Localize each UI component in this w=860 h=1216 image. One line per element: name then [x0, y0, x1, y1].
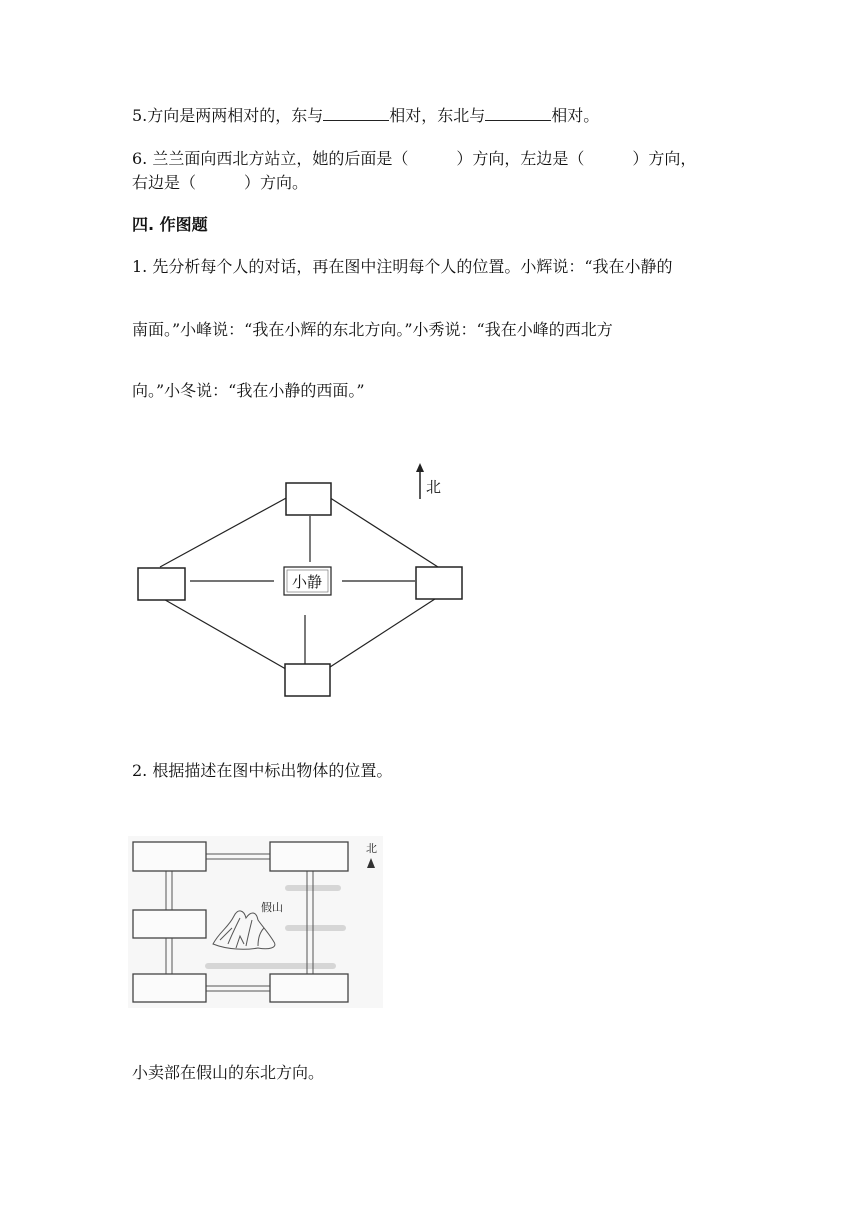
drawing-question-2: 2. 根据描述在图中标出物体的位置。	[132, 761, 393, 780]
north-arrow-icon	[416, 463, 424, 499]
edge-south-west	[160, 597, 305, 680]
map-box-bottom-left[interactable]	[133, 974, 206, 1002]
question-6-line-2: 右边是（ ）方向。	[132, 173, 309, 192]
question-5	[132, 105, 599, 127]
map-north-label: 北	[366, 842, 377, 855]
box-north[interactable]	[286, 483, 331, 515]
center-label: 小静	[291, 573, 323, 591]
map-box-bottom-right[interactable]	[270, 974, 348, 1002]
drawing-question-1-line-1: 1. 先分析每个人的对话，再在图中注明每个人的位置。小辉说：“我在小静的	[132, 257, 673, 276]
rockery-label: 假山	[261, 901, 283, 914]
drawing-question-1-line-3: 向。”小冬说：“我在小静的西面。”	[132, 381, 365, 400]
answer-blank-1[interactable]	[323, 106, 389, 121]
question-6-line-1: 6. 兰兰面向西北方站立，她的后面是（ ）方向，左边是（ ）方向，	[132, 149, 697, 168]
question-5-text-1: 方向是两两相对的，东与	[147, 106, 324, 125]
map-diagram	[128, 836, 383, 1008]
drawing-question-1-line-2: 南面。”小峰说：“我在小辉的东北方向。”小秀说：“我在小峰的西北方	[132, 320, 613, 339]
map-box-middle-left[interactable]	[133, 910, 206, 938]
box-west[interactable]	[138, 568, 185, 600]
box-south[interactable]	[285, 664, 330, 696]
map-statement: 小卖部在假山的东北方向。	[132, 1063, 325, 1082]
question-5-text-2: 相对，东北与	[389, 106, 486, 125]
north-label: 北	[426, 478, 442, 496]
question-5-number: 5.	[132, 106, 148, 125]
question-5-text-3: 相对。	[551, 106, 600, 125]
map-box-top-right[interactable]	[270, 842, 348, 871]
box-east[interactable]	[416, 567, 462, 599]
position-diagram	[120, 455, 480, 705]
map-box-top-left[interactable]	[133, 842, 206, 871]
section-title: 四. 作图题	[132, 215, 208, 234]
answer-blank-2[interactable]	[485, 106, 551, 121]
